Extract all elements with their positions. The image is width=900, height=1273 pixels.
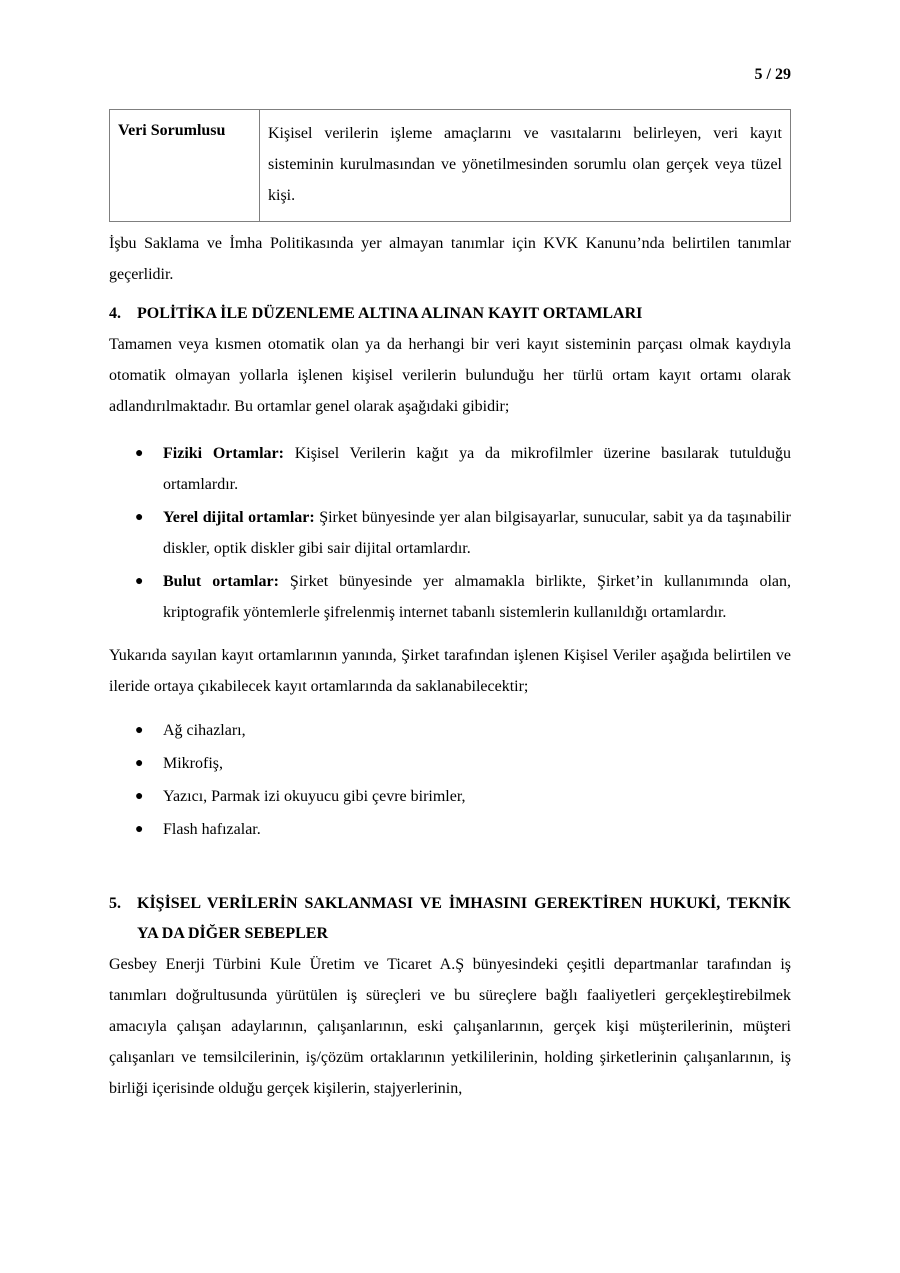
definition-term: Veri Sorumlusu (110, 110, 260, 222)
list-item-text: Kişisel Verilerin kağıt ya da mikrofilmler üzerine basılarak tutulduğu ortamlardır. (163, 445, 792, 493)
bullet-icon: ● (135, 756, 144, 771)
intro-paragraph: İşbu Saklama ve İmha Politikasında yer almayan tanımlar için KVK Kanunu’nda belirtilen tanımlar geçerlidir. (109, 235, 791, 283)
list-item-text: Mikrofiş, (163, 755, 223, 772)
section-5-heading (109, 889, 791, 949)
list-item (109, 780, 791, 813)
list-item-text: Ağ cihazları, (163, 722, 246, 739)
section-5-paragraph: Gesbey Enerji Türbini Kule Üretim ve Ticaret A.Ş bünyesindeki çeşitli departmanlar tarafından iş tanımları doğrultusunda yürütülen iş süreçleri ve bu süreçlere bağlı faaliyetleri gerçekleştirebilmek amacıyla çalışan adaylarının, çalışanlarının, eski çalışanlarının, gerçek kişi müşterilerinin, müşteri çalışanları ve temsilcilerinin, iş/çözüm ortaklarının yetkililerinin, holding şirketlerinin çalışanlarının, iş birliği içerisinde olduğu gerçek kişilerin, stajyerlerinin, (109, 956, 791, 1097)
bullet-icon: ● (135, 510, 144, 525)
list-item (109, 813, 791, 846)
bullet-icon: ● (135, 574, 144, 589)
bullet-icon: ● (135, 446, 144, 461)
bullet-icon: ● (135, 789, 144, 804)
list-item-label: Bulut ortamlar: (163, 573, 279, 590)
list-item (109, 502, 791, 564)
definition-description: Kişisel verilerin işleme amaçlarını ve vasıtalarını belirleyen, veri kayıt sisteminin kurulmasından ve yönetilmesinden sorumlu olan gerçek veya tüzel kişi. (260, 110, 791, 222)
list-item-label: Fiziki Ortamlar: (163, 445, 284, 462)
table-row (110, 110, 791, 222)
section-4-paragraph: Tamamen veya kısmen otomatik olan ya da herhangi bir veri kayıt sisteminin parçası olmak kaydıyla otomatik olmayan yollarla işlenen kişisel verilerin bulunduğu her türlü ortam kayıt ortamı olarak adlandırılmaktadır. Bu ortamlar genel olarak aşağıdaki gibidir; (109, 336, 791, 415)
list-item-text: Yazıcı, Parmak izi okuyucu gibi çevre birimler, (163, 788, 466, 805)
definition-table (109, 109, 791, 222)
list-item (109, 438, 791, 500)
section-number: 5. (109, 895, 121, 912)
section-4-heading (109, 298, 791, 329)
section-title: KİŞİSEL VERİLERİN SAKLANMASI VE İMHASINI GEREKTİREN HUKUKİ, TEKNİK YA DA DİĞER SEBEPLER (137, 895, 791, 942)
list-item-text: Şirket bünyesinde yer alan bilgisayarlar, sunucular, sabit ya da taşınabilir diskler, optik diskler gibi sair dijital ortamlardır. (163, 509, 792, 557)
bullet-icon: ● (135, 822, 144, 837)
section-title: POLİTİKA İLE DÜZENLEME ALTINA ALINAN KAYIT ORTAMLARI (137, 305, 643, 322)
other-media-list (109, 714, 791, 846)
bullet-icon: ● (135, 723, 144, 738)
list-item-text: Flash hafızalar. (163, 821, 261, 838)
section-number: 4. (109, 305, 121, 322)
list-item (109, 566, 791, 628)
document-body (109, 109, 791, 1104)
section-4-paragraph-2: Yukarıda sayılan kayıt ortamlarının yanında, Şirket tarafından işlenen Kişisel Veriler aşağıda belirtilen ve ileride ortaya çıkabilecek kayıt ortamlarında da saklanabilecektir; (109, 647, 791, 695)
list-item-label: Yerel dijital ortamlar: (163, 509, 315, 526)
page-number: 5 / 29 (754, 66, 791, 83)
list-item (109, 747, 791, 780)
list-item (109, 714, 791, 747)
list-item-text: Şirket bünyesinde yer almamakla birlikte, Şirket’in kullanımında olan, kriptografik yöntemlerle şifrelenmiş internet tabanlı sistemlerin kullanıldığı ortamlardır. (163, 573, 792, 621)
media-list (109, 438, 791, 628)
